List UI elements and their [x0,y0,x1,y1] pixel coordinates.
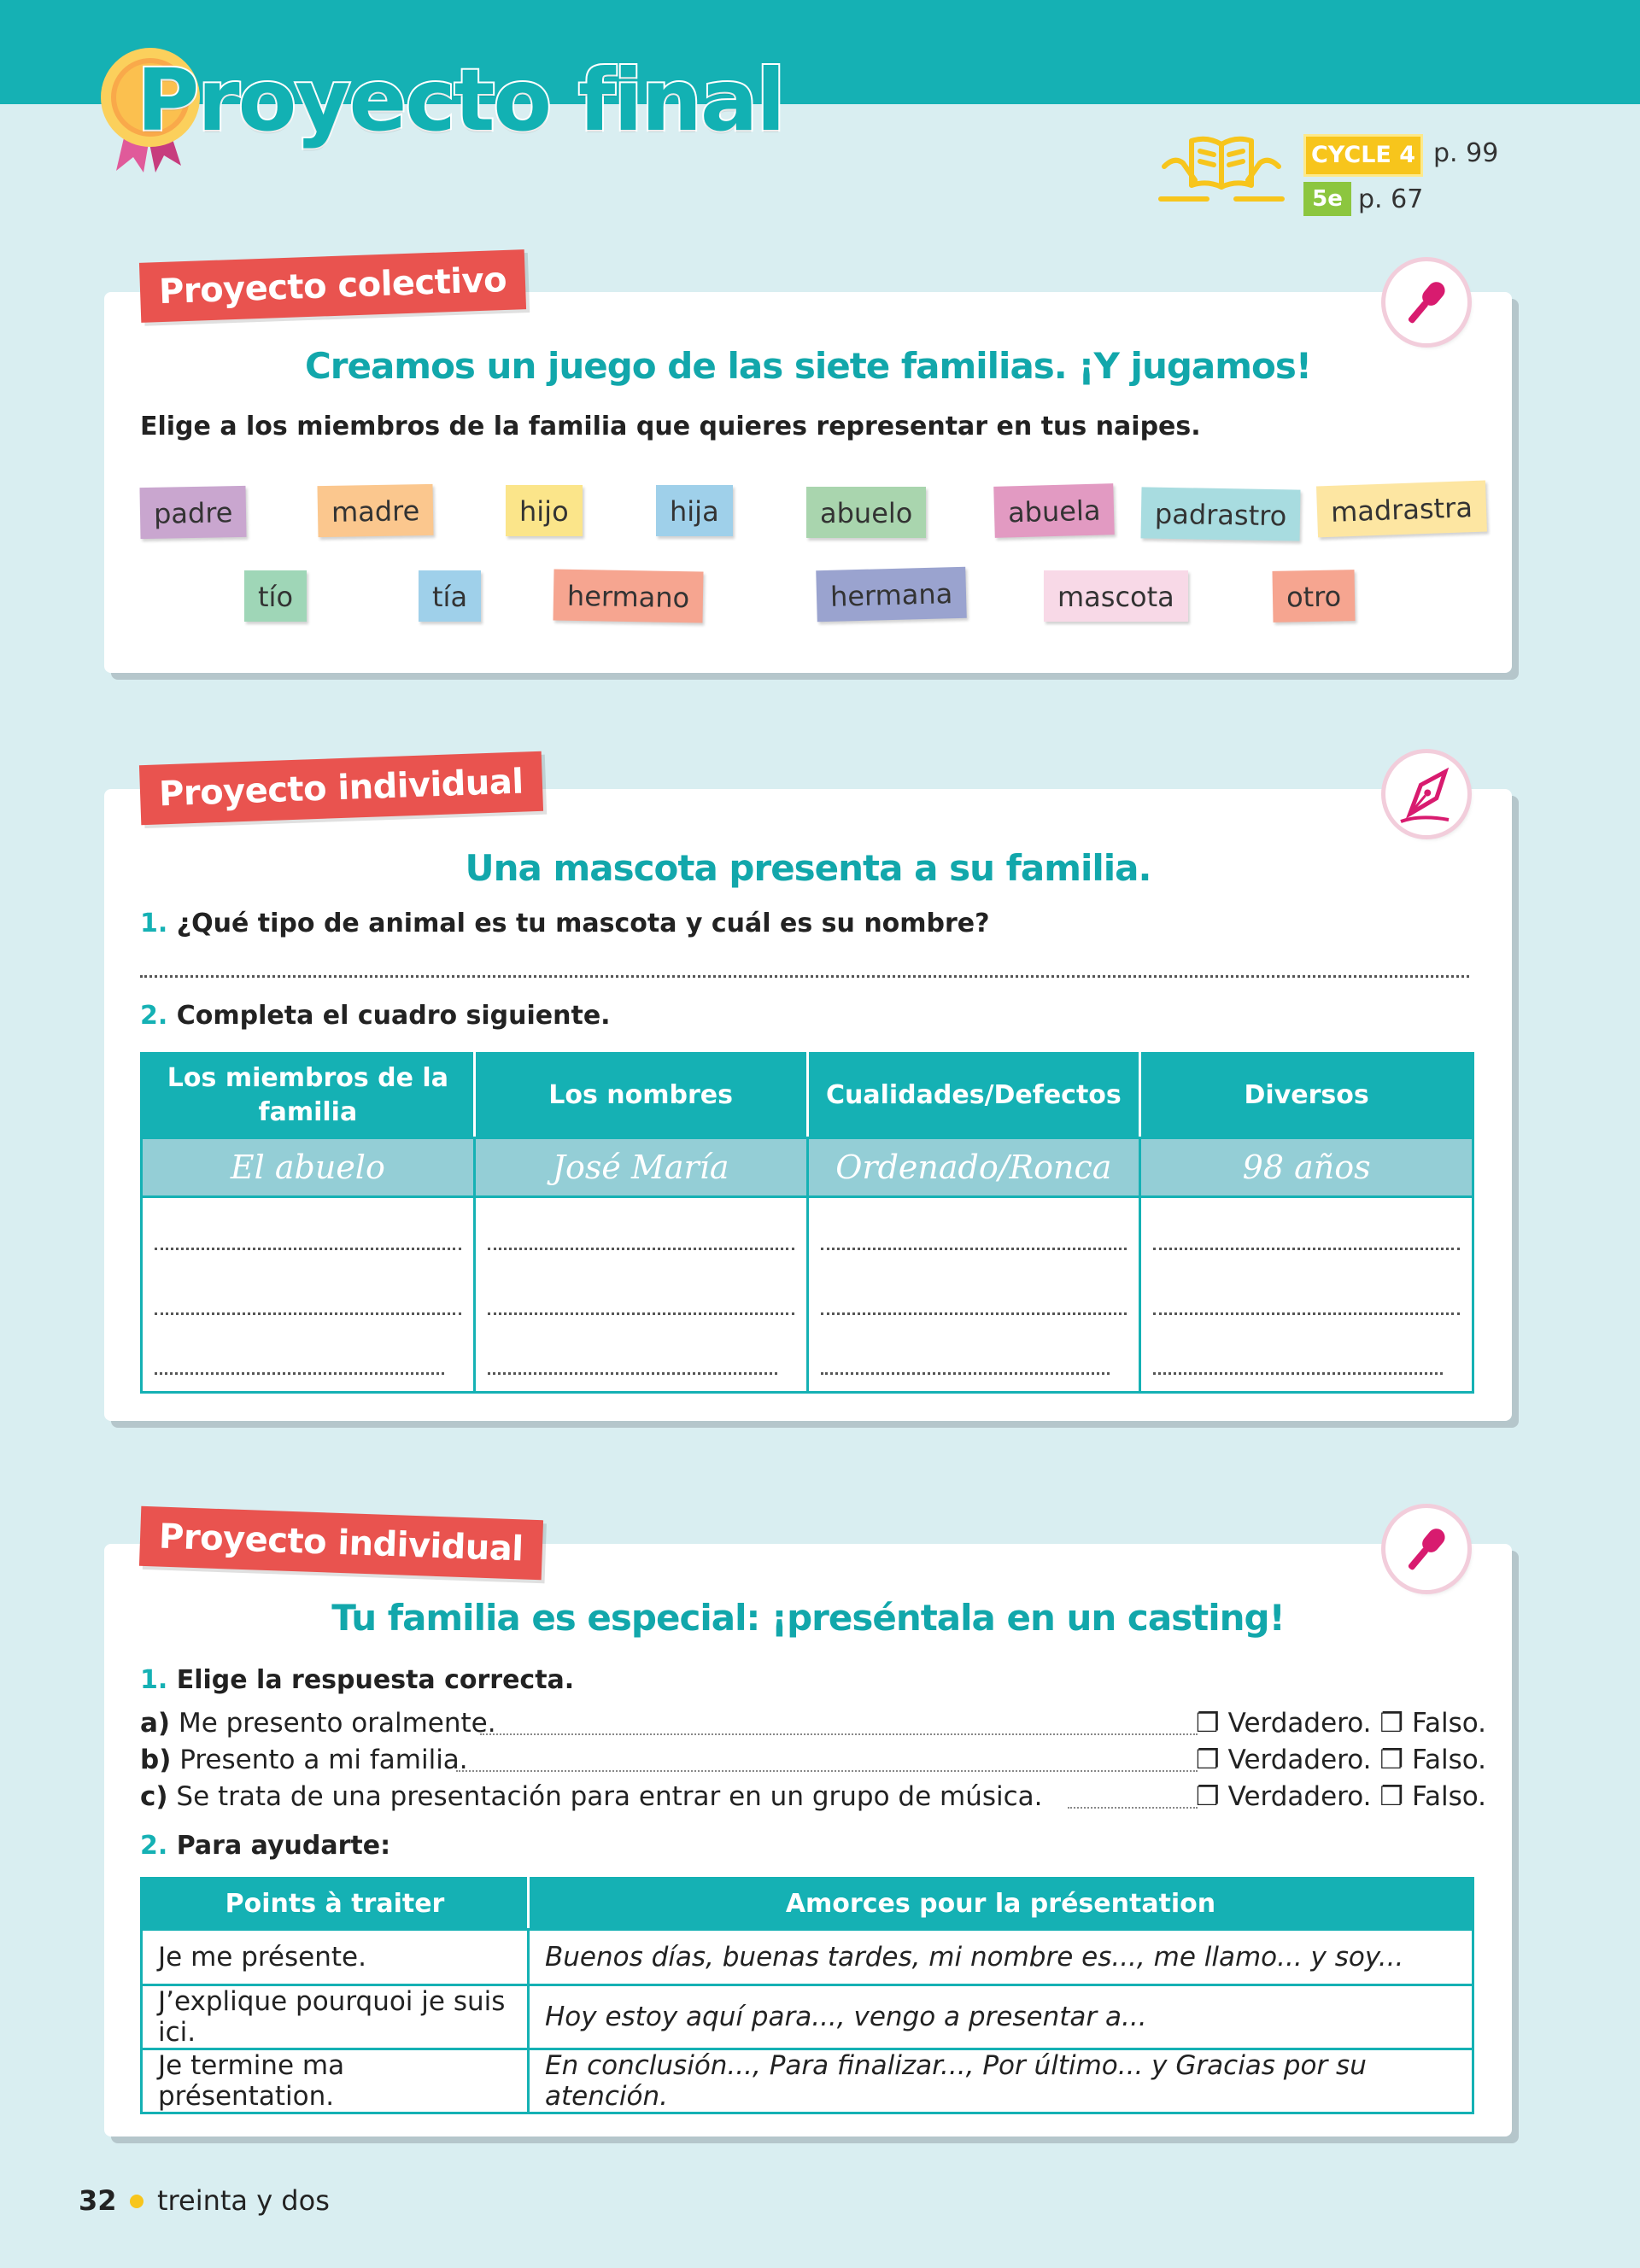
microphone-icon [1385,261,1467,343]
microphone-icon [1385,1508,1467,1590]
question-number: 1. [140,909,168,938]
statement-text: Presento a mi familia. [179,1745,468,1775]
family-tag-tio[interactable]: tío [244,570,307,622]
table-row [142,2049,1473,2113]
statement-letter: c) [140,1781,168,1812]
example-cell: El abuelo [142,1138,475,1197]
family-table [140,1052,1474,1394]
statement-letter: b) [140,1745,172,1775]
section-instruction: Elige a los miembros de la familia que quieres representar en tus naipes. [140,412,1201,441]
question-number: 1. [140,1665,168,1695]
question-number: 2. [140,1001,168,1031]
family-tag-hermana[interactable]: hermana [816,567,967,623]
family-tag-abuela[interactable]: abuela [993,483,1115,538]
reading-book-icon [1157,132,1286,205]
column-header: Diversos [1140,1054,1473,1138]
column-header: Los nombres [474,1054,807,1138]
point-cell: J’explique pourquoi je suis ici. [142,1985,529,2049]
table-row [142,1930,1473,1985]
question-2 [140,1831,390,1861]
statement-b [140,1745,468,1775]
section-ribbon: Proyecto individual [139,1506,543,1580]
question-text: Elige la respuesta correcta. [176,1665,575,1695]
point-cell: Je me présente. [142,1930,529,1985]
statement-c [140,1781,1043,1812]
answer-line[interactable] [140,975,1469,978]
blank-row [142,1197,1473,1393]
dotted-leader [480,1733,1198,1735]
grade-page-ref: p. 67 [1358,184,1424,214]
true-false-options[interactable] [1196,1708,1486,1739]
true-false-options[interactable] [1196,1781,1486,1812]
collective-project-card [104,260,1512,673]
question-text: Completa el cuadro siguiente. [176,1001,611,1031]
question-number: 2. [140,1831,168,1861]
statement-a [140,1708,496,1739]
true-checkbox[interactable]: ❐ Verdadero. [1196,1781,1372,1812]
false-checkbox[interactable]: ❐ Falso. [1379,1708,1487,1739]
family-tag-padre[interactable]: padre [139,486,246,539]
point-cell: Je termine ma présentation. [142,2049,529,2113]
section-title: Tu familia es especial: ¡preséntala en un casting! [331,1597,1285,1639]
page-number: 32 [79,2184,117,2217]
statement-text: Me presento oralmente. [178,1708,496,1739]
true-checkbox[interactable]: ❐ Verdadero. [1196,1708,1372,1739]
question-1 [140,909,990,938]
footer-bullet [130,2195,144,2208]
cycle-page-ref: p. 99 [1433,138,1499,168]
fountain-pen-icon [1385,753,1467,835]
casting-project-card [104,1517,1512,2136]
fill-in-cell[interactable] [807,1197,1140,1393]
statement-letter: a) [140,1708,171,1739]
family-tag-madre[interactable]: madre [317,484,433,537]
false-checkbox[interactable]: ❐ Falso. [1379,1781,1487,1812]
family-tag-hija[interactable]: hija [656,485,733,536]
fill-in-cell[interactable] [474,1197,807,1393]
example-cell: 98 años [1140,1138,1473,1197]
example-row [142,1138,1473,1197]
column-header: Los miembros de la familia [142,1054,475,1138]
column-header: Points à traiter [142,1879,529,1930]
phrase-cell: En conclusión..., Para finalizar..., Por último... y Gracias por su atención. [529,2049,1473,2113]
phrase-cell: Buenos días, buenas tardes, mi nombre es..., me llamo... y soy... [529,1930,1473,1985]
true-false-options[interactable] [1196,1745,1486,1775]
phrase-cell: Hoy estoy aquí para..., vengo a presentar a... [529,1985,1473,2049]
family-tag-abuelo[interactable]: abuelo [806,487,926,538]
page-title: Proyecto final [137,50,784,150]
example-cell: Ordenado/Ronca [807,1138,1140,1197]
family-tag-madrastra[interactable]: madrastra [1316,481,1487,538]
family-tag-mascota[interactable]: mascota [1044,570,1188,622]
dotted-leader [1068,1807,1198,1809]
table-header-row [142,1879,1473,1930]
grade-badge: 5e [1303,182,1351,216]
question-1 [140,1665,574,1695]
statement-text: Se trata de una presentación para entrar en un grupo de música. [176,1781,1043,1812]
question-2 [140,1001,611,1031]
true-checkbox[interactable]: ❐ Verdadero. [1196,1745,1372,1775]
fill-in-cell[interactable] [1140,1197,1473,1393]
section-ribbon: Proyecto individual [139,751,543,825]
family-tag-hermano[interactable]: hermano [553,569,703,623]
family-tag-padrastro[interactable]: padrastro [1140,487,1300,541]
cycle-badge: CYCLE 4 [1303,134,1423,177]
family-tag-otro[interactable]: otro [1272,570,1355,623]
family-tag-hijo[interactable]: hijo [506,485,583,536]
family-tag-tia[interactable]: tía [419,570,481,622]
page-number-words: treinta y dos [157,2184,330,2217]
false-checkbox[interactable]: ❐ Falso. [1379,1745,1487,1775]
column-header: Cualidades/Defectos [807,1054,1140,1138]
question-text: ¿Qué tipo de animal es tu mascota y cuál es su nombre? [176,909,990,938]
example-cell: José María [474,1138,807,1197]
presentation-table [140,1877,1474,2114]
pet-project-card [104,762,1512,1421]
column-header: Amorces pour la présentation [529,1879,1473,1930]
table-header-row [142,1054,1473,1138]
question-text: Para ayudarte: [176,1831,391,1861]
fill-in-cell[interactable] [142,1197,475,1393]
section-ribbon: Proyecto colectivo [139,249,526,323]
dotted-leader [456,1770,1198,1772]
table-row [142,1985,1473,2049]
section-title: Una mascota presenta a su familia. [465,847,1151,889]
section-title: Creamos un juego de las siete familias. ¡Y jugamos! [304,345,1312,387]
